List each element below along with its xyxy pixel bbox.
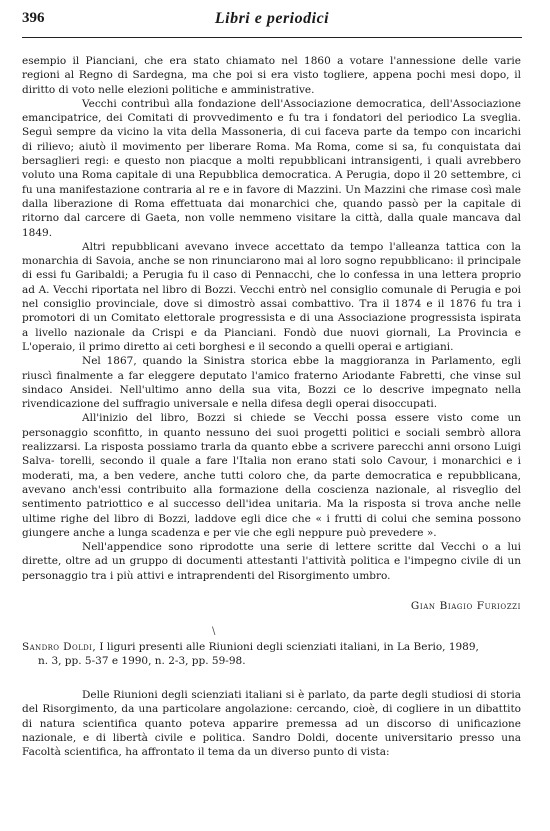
text-line: sconfitto, in quanto nessuno dei suoi progetti politici e sociali sembrò allora realizzarsi.: [22, 426, 521, 454]
text-line: Nel 1867, quando la Sinistra storica ebbe la maggioranza in Parlamento, egli riuscì: [22, 355, 521, 382]
text-line: di unificazione nazionale, e di libertà civile e politica. Sandro Doldi, docente universitario: [22, 717, 521, 745]
text-line: moderati, ma, a ben vedere, anche tutti coloro che, da parte democratica e repubblicana,: [22, 469, 521, 482]
bibliographic-citation: [22, 640, 521, 669]
text-line: sentimento patriottico e al successo dell'idea unitaria. Ma la risposta si trova anche nelle: [22, 498, 521, 511]
text-line: a quelli operai e artigiani.: [315, 340, 454, 353]
paragraph: [22, 540, 521, 583]
text-line: ultime righe del libro di Bozzi, laddove egli dice che « i frutti di colui che semina possono: [22, 512, 521, 525]
text-line: dopo il 20 settembre, ci fu una manifestazione contraria al re e in favore di Mazzini.: [22, 169, 521, 196]
text-line: avevano anch'essi contribuito alla formazione della coscienza nazionale, al risveglio del: [22, 483, 521, 496]
text-line: il diritto di voto nelle elezioni politiche e amministrative.: [22, 69, 522, 96]
page-header: [22, 10, 522, 40]
text-line: Vecchi contribuì alla fondazione dell'Associazione democratica, dell'Associazione: [82, 97, 521, 110]
citation-details: n. 3, pp. 5-37 e 1990, n. 2-3, pp. 59-98.: [38, 654, 246, 667]
text-line: All'inizio del libro, Bozzi si chiede se Vecchi possa essere visto come un personaggio: [22, 412, 521, 439]
text-line: comunale di Perugia e poi nel consiglio provinciale, dove si dimostrò assai combattivo.: [22, 283, 522, 311]
running-title: Libri e periodici: [214, 10, 330, 27]
text-line: sindaco Ansidei. Nell'ultimo anno della sua vita, Bozzi ce lo descrive impegnato nella: [22, 383, 521, 396]
review-paragraph: [22, 688, 521, 759]
text-line: emancipatrice, dei Comitati di provvedimento e fu tra i fondatori del periodico La sveglia.: [22, 112, 521, 125]
paragraph: [22, 411, 521, 540]
text-line: dirette, oltre ad un gruppo di documenti attestanti l'attività politica e l'impegno civile: [22, 555, 490, 568]
divider-mark: \: [212, 626, 216, 638]
text-line: Associazione progressista ispirata a livello nazionale da Crispi e da Pianciani. Fondò due: [22, 312, 521, 339]
text-line: una lettera proprio ad A. Vecchi riportata nel libro di Bozzi. Vecchi entrò nel consiglio: [22, 269, 522, 296]
text-line: regioni al Regno di Sardegna, ma che poi si era visto togliere, appena pochi mesi dopo,: [22, 69, 510, 82]
paragraph: [22, 54, 521, 97]
text-line: torelli, secondo il quale a fare l'Italia non erano stati solo Cavour, i monarchici e i: [59, 455, 521, 468]
citation-author: Sandro Doldi,: [22, 640, 97, 653]
text-line: La risposta possiamo trarla da quanto ebbe a scrivere parecchi anni orsono Luigi Salva-: [22, 441, 521, 468]
text-line: esempio il Pianciani, che era stato chiamato nel 1860 a votare l'annessione delle varie: [22, 55, 521, 67]
text-line: incarichi di rilievo; aiutò il movimento per liberare Roma. Ma Roma, come si sa, fu: [22, 126, 521, 153]
review-signature: Gian Biagio Furiozzi: [410, 599, 521, 612]
text-line: conquistata dai bersaglieri regi: e questo non piacque a molti repubblicani intransigenti,: [22, 140, 521, 168]
text-line: finalmente a far eleggere deputato l'amico fraterno Ariodante Fabretti, che vinse sul: [56, 369, 521, 382]
text-line: monarchia di Savoia, anche se non rinunciarono mai al loro sogno repubblicano: il: [22, 255, 464, 268]
text-line: i quali avrebbero voluto una Roma capitale di una Repubblica democratica. A Perugia,: [22, 155, 521, 182]
text-line: nuovi giornali, La Provincia e L'operaio, il primo diretto ai ceti borghesi e il secondo: [22, 326, 521, 353]
header-rule: [22, 37, 522, 38]
text-line: in un dibattito di natura scientifica quanto poteva apparire premessa ad un discorso: [22, 703, 521, 730]
text-line: Un Mazzini che rimase così male dalla liberazione di Roma effettuata dai monarchici: [22, 183, 521, 210]
paragraph: [22, 240, 521, 354]
text-line: rivendicazione del suffragio universale e nella difesa degli operai disoccupati.: [22, 398, 438, 411]
text-line: che, quando passò per la capitale di ritorno dal carcere di Gaeta, non volle nemmeno: [22, 197, 521, 225]
text-line: principale di essi fu Garibaldi; a Perugia fu il caso di Pennacchi, che lo confessa in: [22, 255, 522, 282]
text-line: di un personaggio tra i più attivi e intraprendenti del Risorgimento umbro.: [22, 555, 521, 582]
text-line: Nell'appendice sono riprodotte una serie di lettere scritte dal Vecchi o a lui: [82, 541, 521, 554]
text-line: Delle Riunioni degli scienziati italiani si è parlato, da parte degli studiosi: [82, 689, 474, 702]
citation-title: I liguri presenti alle Riunioni degli scienziati italiani, in La Berio, 1989,: [99, 640, 479, 653]
text-line: presso una Facoltà scientifica, ha affrontato il tema da un diverso punto di vista:: [22, 732, 521, 759]
text-line: di storia del Risorgimento, da una particolare angolazione: cercando, cioè, di cogliere: [22, 689, 521, 716]
paragraph: [22, 97, 521, 240]
text-line: giungere anche a lunga scadenza e per vie che egli neppure può prevedere ».: [22, 526, 437, 539]
text-line: Tra il 1874 e il 1876 fu tra i promotori di un Comitato elettorale progressista e di una: [22, 298, 522, 325]
page-number: 396: [22, 10, 45, 26]
text-line: visitare la città, dalla quale mancava dal 1849.: [22, 212, 521, 239]
paragraph: [22, 354, 521, 411]
text-line: Altri repubblicani avevano invece accettato da tempo l'alleanza tattica con la: [82, 240, 521, 253]
body-text: [22, 54, 521, 760]
text-line: Seguì sempre da vicino la vita della Massoneria, di cui faceva parte da tempo con: [22, 126, 471, 139]
